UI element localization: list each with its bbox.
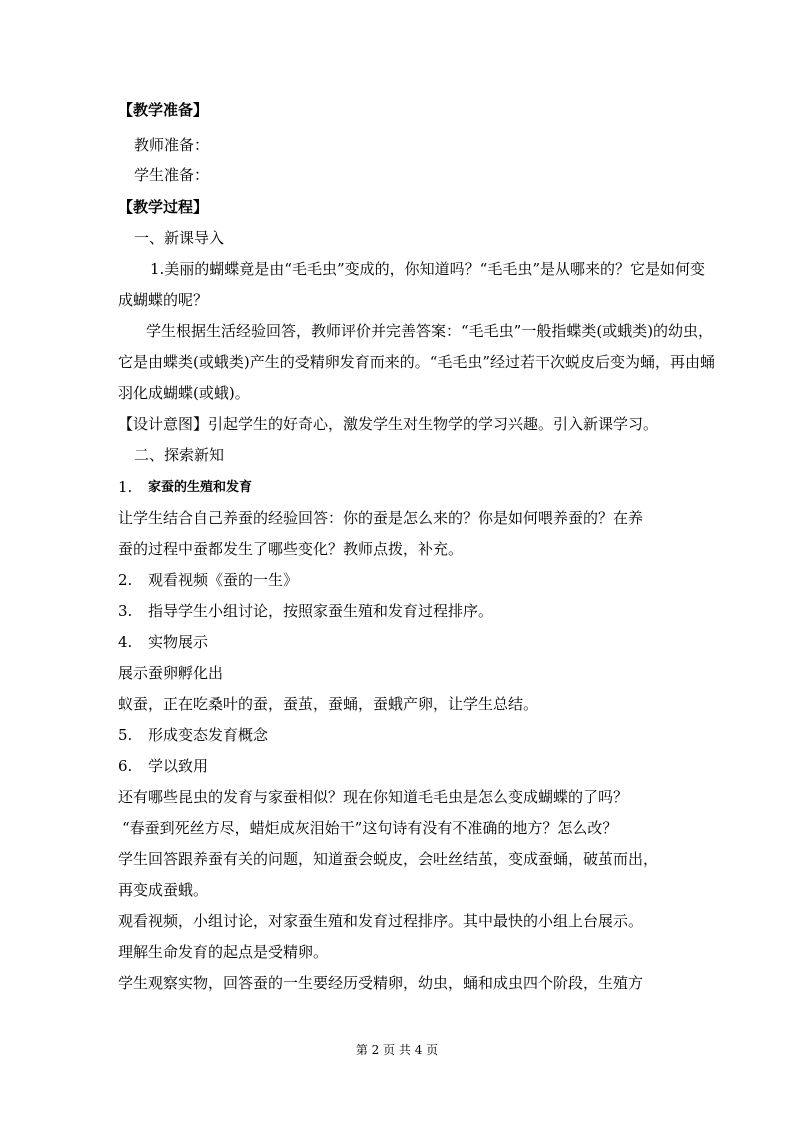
list-number: 2. [118, 571, 133, 589]
list-item-title: 家蚕的生殖和发育 [148, 480, 253, 495]
list-item-text: 实物展示 [148, 633, 209, 651]
subheading-new-lesson: 一、新课导入 [134, 229, 225, 247]
student-preparation-label: 学生准备： [134, 166, 210, 184]
list-item-text: 形成变态发育概念 [148, 726, 269, 744]
paragraph-line: 展示蚕卵孵化出 [118, 664, 224, 682]
paragraph-line: 让学生结合自己养蚕的经验回答：你的蚕是怎么来的？你是如何喂养蚕的？在养 [118, 509, 644, 527]
poem-question-line: “春蚕到死丝方尽，蜡炬成灰泪始干”这句诗有没有不准确的地方？怎么改？ [122, 819, 618, 837]
page-footer: 第 2 页 共 4 页 [355, 1043, 439, 1057]
list-number: 5. [118, 726, 133, 744]
paragraph-line: 1.美丽的蝴蝶竟是由“毛毛虫”变成的，你知道吗？“毛毛虫”是从哪来的？它是如何变 [150, 260, 705, 278]
list-number: 4. [118, 633, 133, 651]
paragraph-line: 学生观察实物，回答蚕的一生要经历受精卵，幼虫，蛹和成虫四个阶段，生殖方 [118, 974, 644, 992]
subheading-explore: 二、探索新知 [134, 446, 225, 464]
paragraph-line: 观看视频，小组讨论，对家蚕生殖和发育过程排序。其中最快的小组上台展示。 [118, 912, 644, 930]
list-item-text: 学以致用 [148, 757, 209, 775]
paragraph-line: 它是由蝶类(或蛾类)产生的受精卵发育而来的。“毛毛虫”经过若干次蜕皮后变为蛹，再由蛹 [118, 353, 716, 371]
paragraph-line: 成蝴蝶的呢？ [118, 291, 209, 309]
paragraph-line: 蚕的过程中蚕都发生了哪些变化？教师点拨，补充。 [118, 540, 464, 558]
list-item-text: 指导学生小组讨论，按照家蚕生殖和发育过程排序。 [148, 602, 494, 620]
paragraph-line: 羽化成蝴蝶(或蛾)。 [118, 384, 250, 402]
list-number: 6. [118, 757, 133, 775]
paragraph-line: 还有哪些昆虫的发育与家蚕相似？现在你知道毛毛虫是怎么变成蝴蝶的了吗？ [118, 788, 629, 806]
paragraph-line: 学生回答跟养蚕有关的问题，知道蚕会蜕皮，会吐丝结茧，变成蚕蛹，破茧而出， [118, 850, 659, 868]
paragraph-line: 蚁蚕，正在吃桑叶的蚕，蚕茧，蚕蛹，蚕蛾产卵，让学生总结。 [118, 695, 539, 713]
design-intent-paragraph: 【设计意图】引起学生的好奇心，激发学生对生物学的学习兴趣。引入新课学习。 [118, 415, 659, 433]
list-number: 1. [118, 478, 133, 496]
paragraph-line: 理解生命发育的起点是受精卵。 [118, 943, 329, 961]
section-heading-process: 【教学过程】 [118, 198, 209, 216]
list-item-text: 观看视频《蚕的一生》 [148, 571, 299, 589]
teacher-preparation-label: 教师准备： [134, 136, 210, 154]
list-number: 3. [118, 602, 133, 620]
paragraph-line: 学生根据生活经验回答，教师评价并完善答案：“毛毛虫”一般指蝶类(或蛾类)的幼虫， [146, 322, 714, 340]
section-heading-preparation: 【教学准备】 [118, 101, 209, 119]
paragraph-line: 再变成蚕蛾。 [118, 881, 209, 899]
